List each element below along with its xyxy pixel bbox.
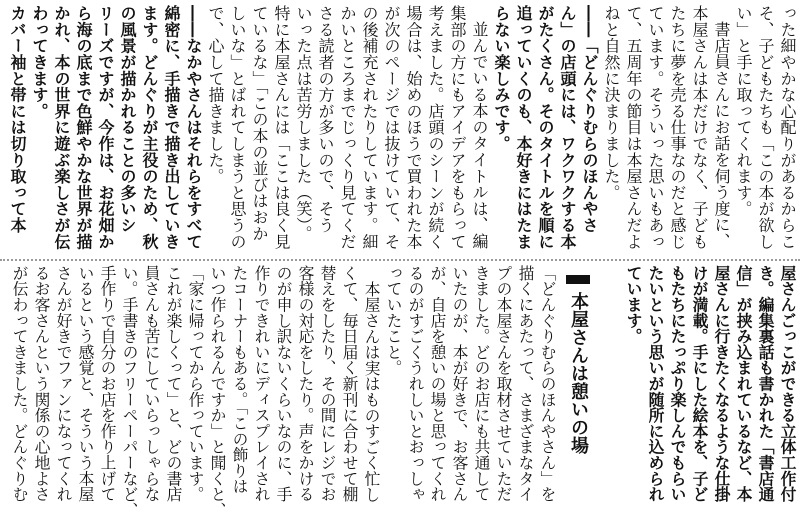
text-column: っていたこと。 xyxy=(384,265,403,376)
text-column: くて、毎日届く新刊に合わせて棚 xyxy=(340,265,359,502)
text-column: 屋さんに行きたくなるような仕掛 xyxy=(712,265,731,502)
text-column: 信」が挟み込まれているなど、本 xyxy=(734,265,753,502)
paragraph-body-5 xyxy=(8,265,382,517)
text-column: ねと自然に決まりました。 xyxy=(602,5,621,201)
paragraph-body-2 xyxy=(600,5,732,257)
text-column: 員さんも苦にしていらっしゃらな xyxy=(142,265,161,502)
text-column: 替えをしたり、その間にレジでお xyxy=(318,265,337,502)
text-column: しいな」とばれてしまうと思うの xyxy=(228,5,247,250)
text-column: ――なかやさんはそれらをすべて xyxy=(184,5,203,250)
paragraph-question-1 xyxy=(490,5,600,257)
text-column: きました。どのお店にも共通して xyxy=(472,265,491,502)
text-column: たいという思いが随所に込められ xyxy=(646,265,665,502)
text-column: 作りできれいにディスプレイされ xyxy=(252,265,271,502)
paragraph-body-1 xyxy=(732,5,798,257)
text-column: ています。そういった思いもあっ xyxy=(646,5,665,250)
text-column: そ、子どもたちも「この本が欲し xyxy=(756,5,775,250)
text-column: い」と手に取ってくれます。 xyxy=(734,5,753,217)
text-column: がたくさん。そのタイトルを順に xyxy=(536,5,555,250)
text-column: の後補充されたりしています。細 xyxy=(360,5,379,250)
paragraph-body-3 xyxy=(204,5,490,257)
text-column: ています。 xyxy=(624,265,643,344)
text-column: 描くにあたって、さまざまなタイ xyxy=(516,265,535,502)
text-column: が伝わってきました。どんぐりむ xyxy=(10,265,29,502)
text-column: さんが好きでファンになってくれ xyxy=(54,265,73,502)
text-column: のが申し訳ないくらいなのに、手 xyxy=(274,265,293,502)
text-column: リーズですが、今作は、お花畑か xyxy=(96,5,115,250)
section-divider xyxy=(0,259,800,261)
text-column: もたちにたっぷり楽しんでもらい xyxy=(668,265,687,502)
text-column: 客様の対応をしたり。声をかける xyxy=(296,265,315,502)
text-column: るのがすごくうれしいとおっしゃ xyxy=(406,265,425,502)
text-column: ます。どんぐりが主役のため、秋 xyxy=(140,5,159,250)
heading-bar xyxy=(566,275,590,284)
text-column: 本屋さんは実はものすごく忙し xyxy=(362,280,381,502)
text-column: った細やかな心配りがあるからこ xyxy=(778,5,797,250)
text-column: わってきます。 xyxy=(30,5,49,120)
text-column: 屋さんごっこができる立体工作付 xyxy=(778,265,797,502)
text-column: いった点は苦労しました（笑）。 xyxy=(294,5,313,242)
text-column: らない楽しみです。 xyxy=(492,5,511,152)
text-column: 場合は、始めのほうで買われた本 xyxy=(404,5,423,250)
paragraph-body-4 xyxy=(382,265,558,517)
text-column: 本屋さんは本だけでなく、子ども xyxy=(690,5,709,250)
text-column: 綿密に、手描きで描き出していき xyxy=(162,5,181,250)
text-column: ているな」「この本の並びはおか xyxy=(250,5,269,242)
text-column: カバー袖と帯には切り取って本 xyxy=(8,5,27,234)
text-column: ら海の底まで色鮮やかな世界が描 xyxy=(74,5,93,250)
text-column: 考えました。店頭のシーンが続く xyxy=(426,5,445,250)
text-column: 書店員さんにお話を伺う度に、 xyxy=(712,21,731,250)
text-column: い。手書きのフリーペーパーなど、 xyxy=(120,265,139,518)
text-column: が次のページでは抜けていて、そ xyxy=(382,5,401,250)
text-column: 並んでいる本のタイトルは、編 xyxy=(470,21,489,250)
text-column: 集部の方にもアイデアをもらって xyxy=(448,5,467,250)
text-column: で、心して描きました。 xyxy=(206,5,225,185)
text-column: ん」の店頭には、ワクワクする本 xyxy=(558,5,577,250)
lower-question-continuation xyxy=(622,265,798,517)
text-column: プの本屋さんを取材させていただ xyxy=(494,265,513,502)
text-column: き。編集裏話も書かれた「書店通 xyxy=(756,265,775,502)
text-column: かいところまでじっくり見てくだ xyxy=(338,5,357,250)
text-column: いたのが、本が好きで、お客さん xyxy=(450,265,469,502)
text-column: たちに夢を売る仕事なのだと感じ xyxy=(668,5,687,250)
upper-text-area xyxy=(6,5,798,257)
lower-text-area xyxy=(8,265,558,517)
paragraph-question-2 xyxy=(6,5,204,257)
text-column: 追っていくのも、本好きにはたま xyxy=(514,5,533,250)
text-column: て、五周年の節目は本屋さんだよ xyxy=(624,5,643,250)
text-column: いるという感覚と、そういう本屋 xyxy=(76,265,95,502)
section-heading: 本屋さんは憩いの場 xyxy=(568,292,589,454)
text-column: さる読者の方が多いので、そう xyxy=(316,5,335,234)
text-column: 「家に帰ってから作っています。 xyxy=(186,265,205,502)
text-column: ――「どんぐりむらのほんやさ xyxy=(580,5,599,234)
text-column: 「どんぐりむらのほんやさん」を xyxy=(538,265,557,502)
text-column: これが楽しくって」と、どの書店 xyxy=(164,265,183,502)
text-column: るお客さんという関係の心地よさ xyxy=(32,265,51,502)
text-column: 特に本屋さんには「ここは良く見 xyxy=(272,5,291,250)
text-column: けが満載。手にした絵本を、子ど xyxy=(690,265,709,502)
text-column: 手作りで自分のお店を作り上げて xyxy=(98,265,117,502)
text-column: が、自店を憩いの場と思ってくれ xyxy=(428,265,447,502)
text-column: いつ作られるんですか」と聞くと、 xyxy=(208,265,227,518)
text-column: の風景が描かれることの多いシ xyxy=(118,5,137,234)
text-column: たコーナーもある。「この飾りは xyxy=(230,265,249,495)
text-column: かれ、本の世界に遊ぶ楽しさが伝 xyxy=(52,5,71,250)
